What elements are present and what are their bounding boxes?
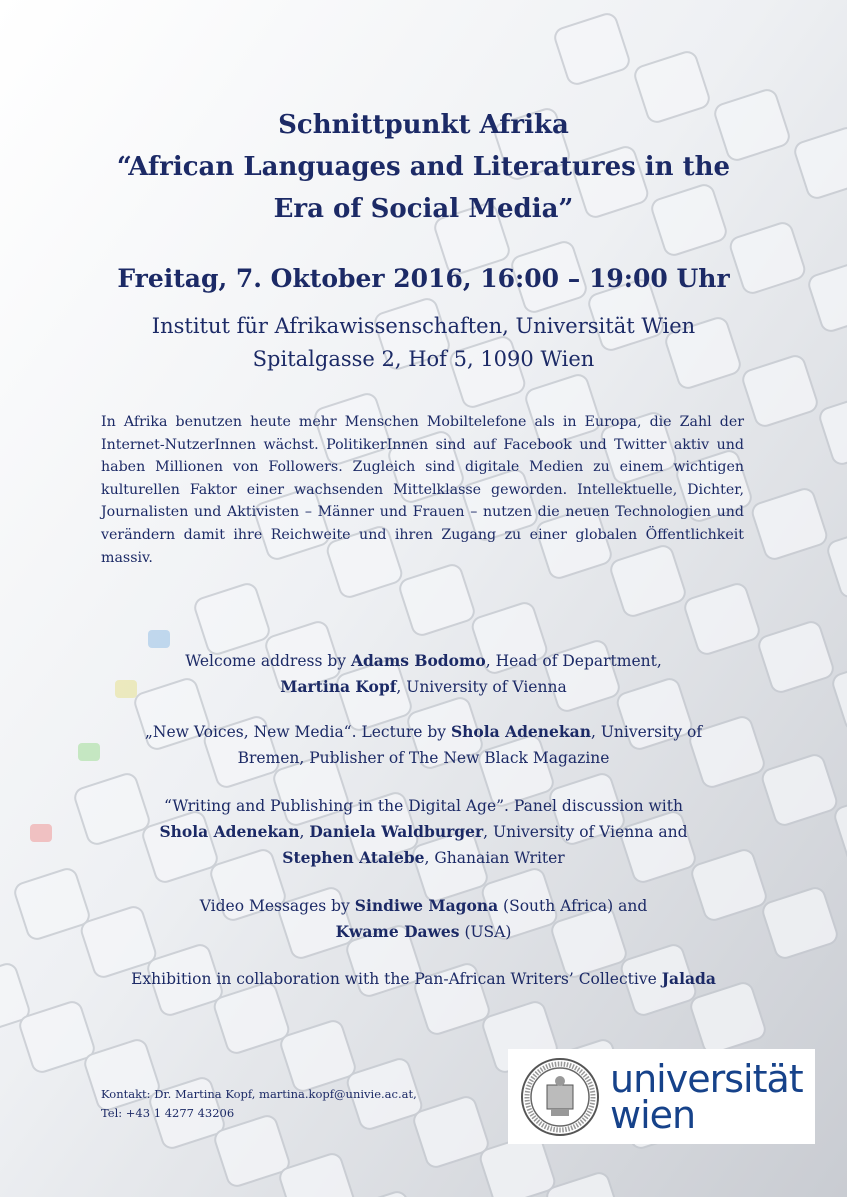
program-welcome: Welcome address by Adams Bodomo, Head of Department, Martina Kopf, University of Vienna (185, 651, 662, 696)
event-date: Freitag, 7. Oktober 2016, 16:00 – 19:00 Uhr (117, 264, 730, 293)
event-address (0, 310, 847, 376)
speaker-name: Shola Adenekan (450, 722, 591, 741)
address-line-2: Spitalgasse 2, Hof 5, 1090 Wien (252, 347, 595, 371)
program-panel: “Writing and Publishing in the Digital Age”. Panel discussion with Shola Adenekan, Daniela Waldburger, University of Vienna and Stephen Atalebe, Ghanaian Writer (159, 797, 688, 867)
intro-paragraph: In Afrika benutzen heute mehr Menschen Mobiltelefone als in Europa, die Zahl der Internet-NutzerInnen wächst. PolitikerInnen sind auf Facebook und Twitter aktiv und haben Millionen von Followers. Zugleich sind digitale Medien zu einem wichtigen kulturellen Faktor einer wachsenden Mittelklasse geworden. Intellektuelle, Dichter, Journalisten und Aktivisten – Männer und Frauen – nutzen die neuen Technologien und verändern damit ihre Reichweite und ihren Zugang zu einer globalen Öffentlichkeit massiv. (101, 414, 744, 566)
speaker-name: Shola Adenekan (159, 822, 300, 841)
program-video: Video Messages by Sindiwe Magona (South Africa) and Kwame Dawes (USA) (199, 896, 648, 941)
blue-key-accent (148, 630, 170, 648)
speaker-name: Adams Bodomo (350, 651, 486, 670)
university-wordmark: universität wien (610, 1057, 803, 1137)
collective-name: Jalada (661, 969, 716, 988)
program-lecture: „New Voices, New Media“. Lecture by Shola Adenekan, University of Bremen, Publisher of The New Black Magazine (144, 722, 703, 767)
speaker-name: Daniela Waldburger (309, 822, 484, 841)
university-seal-icon (520, 1057, 600, 1137)
address-line-1: Institut für Afrikawissenschaften, Universität Wien (151, 314, 696, 338)
contact-info (101, 1085, 417, 1123)
speaker-name: Martina Kopf (280, 677, 397, 696)
contact-line: Kontakt: Dr. Martina Kopf, martina.kopf@univie.ac.at, (101, 1087, 417, 1101)
event-title (0, 104, 847, 230)
title-line-3: Era of Social Media” (273, 194, 574, 224)
title-line-1: Schnittpunkt Afrika (278, 110, 569, 140)
university-logo (508, 1049, 815, 1144)
speaker-name: Stephen Atalebe (282, 848, 425, 867)
phone-line: Tel: +43 1 4277 43206 (101, 1106, 235, 1120)
speaker-name: Sindiwe Magona (354, 896, 499, 915)
program-exhibition: Exhibition in collaboration with the Pan-African Writers’ Collective Jalada (131, 969, 716, 988)
speaker-name: Kwame Dawes (335, 922, 460, 941)
title-line-2: “African Languages and Literatures in the (116, 152, 731, 182)
